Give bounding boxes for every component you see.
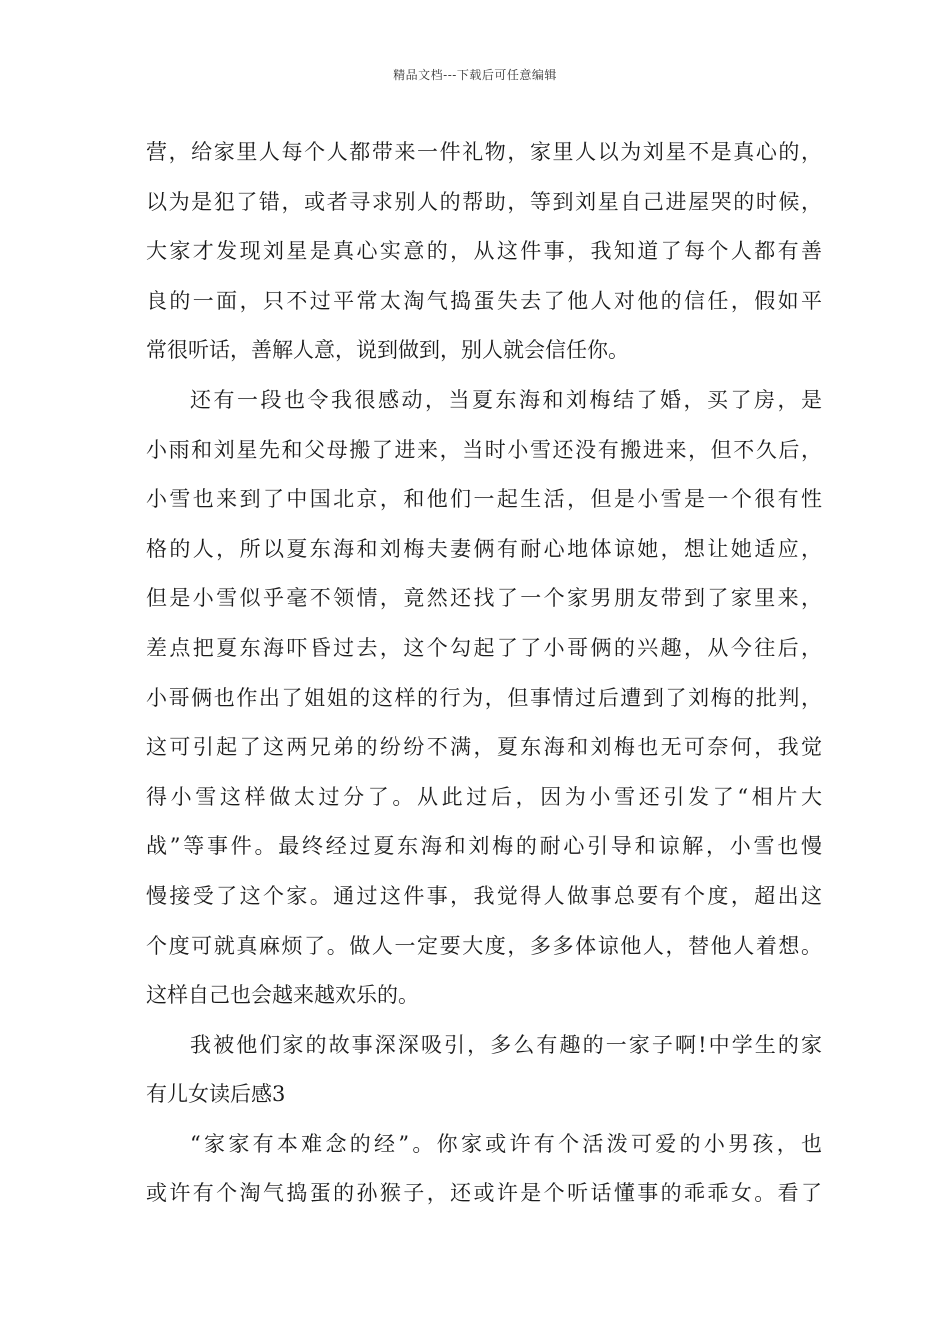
text-line: 或许有个淘气捣蛋的孙猴子，还或许是个听话懂事的乖乖女。看了 <box>146 1181 822 1206</box>
document-body <box>146 128 822 1219</box>
text-line: 小雨和刘星先和父母搬了进来，当时小雪还没有搬进来，但不久后， <box>146 437 822 462</box>
text-line: 我被他们家的故事深深吸引，多么有趣的一家子啊!中学生的家 <box>190 1032 822 1057</box>
text-line: 小哥俩也作出了姐姐的这样的行为，但事情过后遭到了刘梅的批判， <box>146 685 822 710</box>
text-line: 还有一段也令我很感动，当夏东海和刘梅结了婚，买了房，是 <box>190 387 822 412</box>
text-line: 但是小雪似乎毫不领情，竟然还找了一个家男朋友带到了家里来， <box>146 586 822 611</box>
text-line: 大家才发现刘星是真心实意的，从这件事，我知道了每个人都有善 <box>146 239 822 264</box>
text-line: “家家有本难念的经”。你家或许有个活泼可爱的小男孩，也 <box>190 1131 822 1156</box>
text-line: 格的人，所以夏东海和刘梅夫妻俩有耐心地体谅她，想让她适应， <box>146 536 822 561</box>
text-line: 小雪也来到了中国北京，和他们一起生活，但是小雪是一个很有性 <box>146 487 822 512</box>
text-line: 营，给家里人每个人都带来一件礼物，家里人以为刘星不是真心的， <box>146 140 822 164</box>
page-header: 精品文档---下载后可任意编辑 <box>393 68 557 82</box>
text-line: 良的一面，只不过平常太淘气捣蛋失去了他人对他的信任，假如平 <box>146 288 822 313</box>
text-line: 得小雪这样做太过分了。从此过后，因为小雪还引发了“相片大 <box>146 784 822 809</box>
text-line: 战”等事件。最终经过夏东海和刘梅的耐心引导和谅解，小雪也慢 <box>146 834 822 859</box>
text-line: 差点把夏东海吓昏过去，这个勾起了了小哥俩的兴趣，从今往后， <box>146 635 822 660</box>
text-line: 以为是犯了错，或者寻求别人的帮助，等到刘星自己进屋哭的时候， <box>146 189 822 214</box>
text-line: 这可引起了这两兄弟的纷纷不满，夏东海和刘梅也无可奈何，我觉 <box>146 735 822 760</box>
text-line: 这样自己也会越来越欢乐的。 <box>146 983 419 1008</box>
text-line: 常很听话，善解人意，说到做到，别人就会信任你。 <box>146 338 629 363</box>
text-line: 个度可就真麻烦了。做人一定要大度，多多体谅他人，替他人着想。 <box>146 933 822 958</box>
text-line: 有儿女读后感3 <box>146 1082 286 1107</box>
text-line: 慢接受了这个家。通过这件事，我觉得人做事总要有个度，超出这 <box>146 883 822 908</box>
